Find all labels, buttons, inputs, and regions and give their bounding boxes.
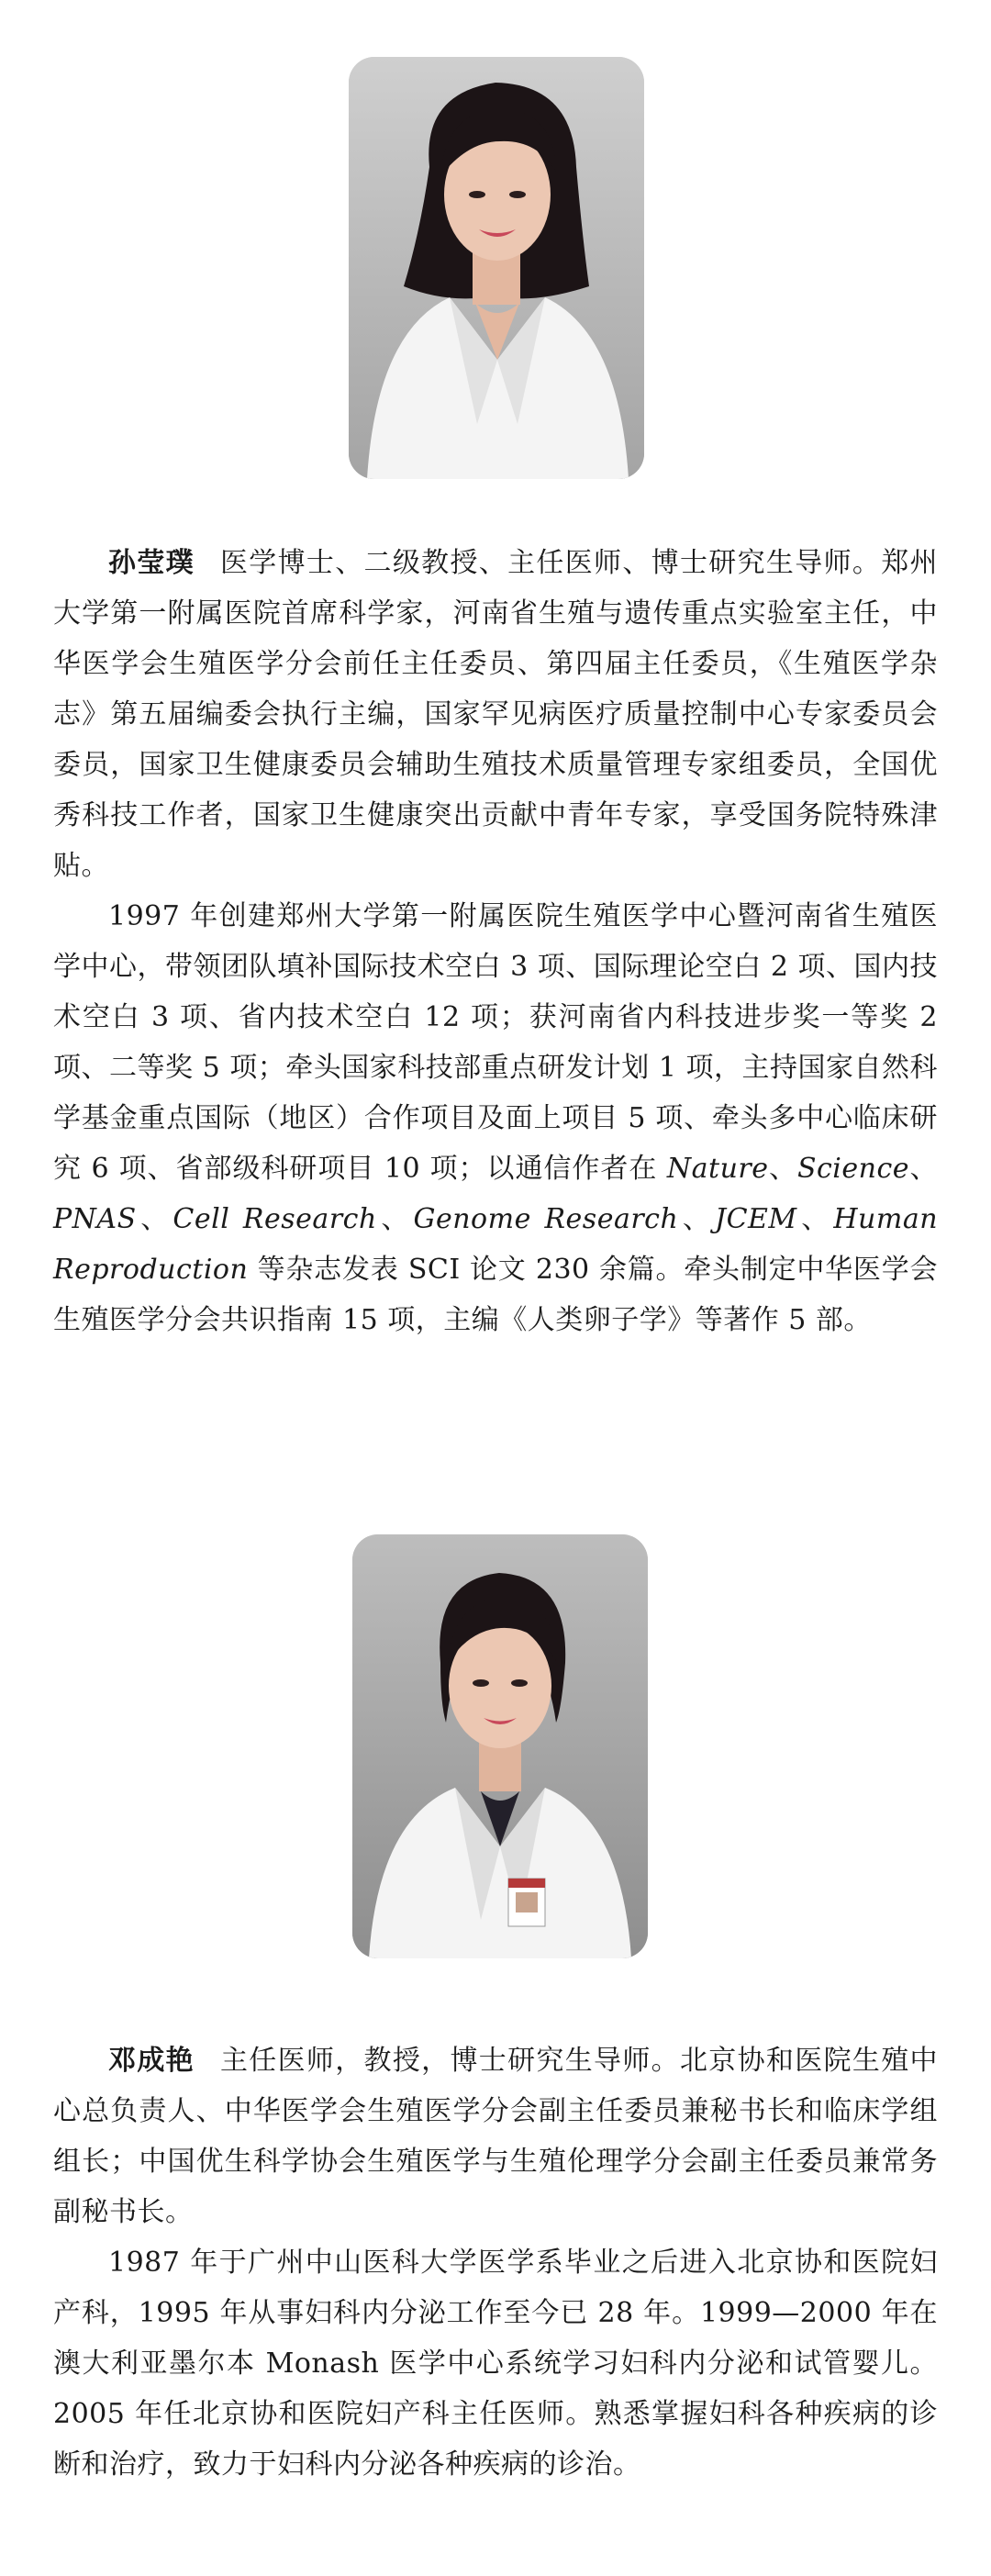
portrait-photo-2 — [352, 1534, 648, 1958]
journal-name: Nature — [666, 1153, 769, 1185]
portrait-illustration-2 — [352, 1534, 648, 1958]
bio-1-career-paragraph: 1997 年创建郑州大学第一附属医院生殖医学中心暨河南省生殖医学中心，带领团队填补国际技术空白 3 项、国际理论空白 2 项、国内技术空白 3 项、省内技术空白 12 项；获河南省内科技进步奖一等奖 2 项、二等奖 5 项；牵头国家科技部重点研发计划 1 项，主持国家自然科学基金重点国际（地区）合作项目及面上项目 5 项、牵头多中心临床研究 6 项、省部级科研项目 10 项；以通信作者在 Nature、Science、PNAS、Cell Research、Genome Research、JCEM、Human Reproduction 等杂志发表 SCI 论文 230 余篇。牵头制定中华医学会生殖医学分会共识指南 15 项，主编《人类卵子学》等著作 5 部。 — [53, 900, 939, 1336]
person-1-name: 孙莹璞 — [108, 547, 195, 579]
journal-name: JCEM — [715, 1203, 797, 1235]
bio-2-intro-paragraph — [53, 2035, 938, 2237]
person-1-intro: 医学博士、二级教授、主任医师、博士研究生导师。郑州大学第一附属医院首席科学家，河南省生殖与遗传重点实验室主任，中华医学会生殖医学分会前任主任委员、第四届主任委员，《生殖医学杂志》第五届编委会执行主编，国家罕见病医疗质量控制中心专家委员会委员，国家卫生健康委员会辅助生殖技术质量管理专家组委员，全国优秀科技工作者，国家卫生健康突出贡献中青年专家，享受国务院特殊津贴。 — [53, 547, 939, 882]
portrait-photo-1 — [349, 57, 644, 479]
person-2-name: 邓成艳 — [108, 2045, 195, 2077]
person-1-career-b: 等杂志发表 SCI 论文 230 余篇。牵头制定中华医学会生殖医学分会共识指南 15 项，主编《人类卵子学》等著作 5 部。 — [53, 1254, 938, 1336]
bio-1-intro-paragraph — [53, 538, 938, 891]
journal-name: Genome Research — [413, 1203, 679, 1235]
journal-name: Human Reproduction — [53, 1203, 939, 1286]
bio-2-career-paragraph: 1987 年于广州中山医科大学医学系毕业之后进入北京协和医院妇产科，1995 年从事妇科内分泌工作至今已 28 年。1999—2000 年在澳大利亚墨尔本 Monash 医学中心系统学习妇科内分泌和试管婴儿。2005 年任北京协和医院妇产科主任医师。熟悉掌握妇科各种疾病的诊断和治疗，致力于妇科内分泌各种疾病的诊治。 — [53, 2247, 938, 2481]
person-2-intro: 主任医师，教授，博士研究生导师。北京协和医院生殖中心总负责人、中华医学会生殖医学分会副主任委员兼秘书长和临床学组组长；中国优生科学协会生殖医学与生殖伦理学分会副主任委员兼常务副秘书长。 — [53, 2045, 939, 2228]
journal-name: PNAS — [53, 1203, 137, 1235]
journal-name: Science — [796, 1153, 910, 1185]
portrait-illustration-1 — [349, 57, 644, 479]
bio-section-2 — [53, 2035, 938, 2490]
journal-name: Cell Research — [173, 1203, 377, 1235]
bio-section-1 — [53, 538, 938, 1345]
person-1-career-a: 1997 年创建郑州大学第一附属医院生殖医学中心暨河南省生殖医学中心，带领团队填补国际技术空白 3 项、国际理论空白 2 项、国内技术空白 3 项、省内技术空白 12 项；获河南省内科技进步奖一等奖 2 项、二等奖 5 项；牵头国家科技部重点研发计划 1 项，主持国家自然科学基金重点国际（地区）合作项目及面上项目 5 项、牵头多中心临床研究 6 项、省部级科研项目 10 项；以通信作者在 — [53, 900, 938, 1185]
